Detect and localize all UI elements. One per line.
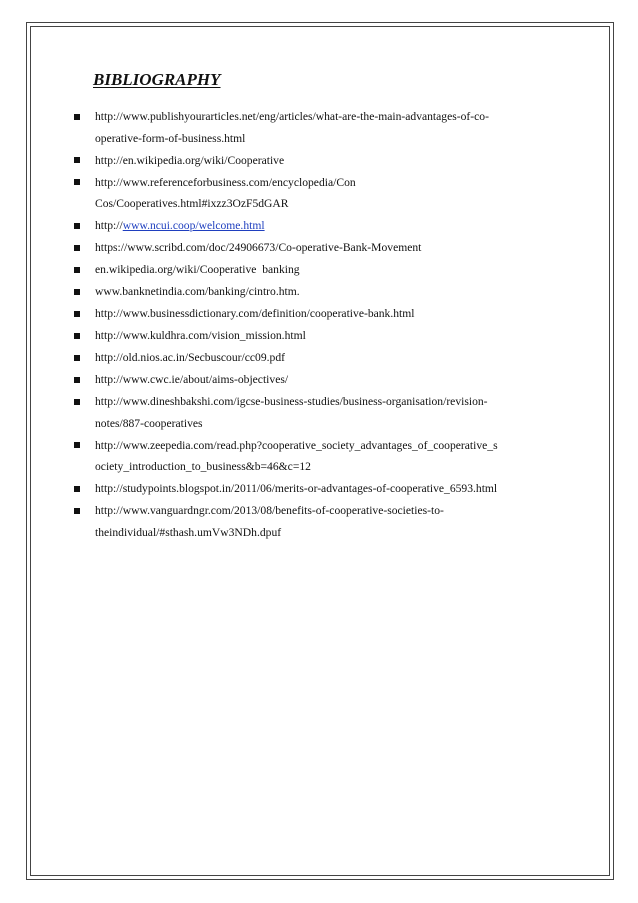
entry-text: https://www.scribd.com/doc/24906673/Co-operative-Bank-Movement [95,241,422,254]
square-bullet-icon [74,179,80,185]
square-bullet-icon [74,311,80,317]
bibliography-entry [70,172,540,215]
bibliography-entry [70,237,540,259]
entry-url-prefix: http:// [95,219,123,232]
entry-text: http://old.nios.ac.in/Secbuscour/cc09.pdf [95,351,285,364]
square-bullet-icon [74,223,80,229]
entry-text: http://www.zeepedia.com/read.php?cooperative_society_advantages_of_cooperative_s [95,438,498,452]
entry-text-continued: ociety_introduction_to_business&b=46&c=12 [95,460,311,473]
bibliography-entry [70,500,540,543]
entry-text [95,215,540,237]
bibliography-entry [70,391,540,434]
entry-text: http://www.dineshbakshi.com/igcse-business-studies/business-organisation/revision- [95,395,488,408]
bibliography-entry [70,435,540,478]
square-bullet-icon [74,333,80,339]
bibliography-heading: BIBLIOGRAPHY [93,70,221,89]
bibliography-entry [70,281,540,303]
entry-text-continued: notes/887-cooperatives [95,416,203,430]
entry-text-continued: Cos/Cooperatives.html#ixzz3OzF5dGAR [95,197,289,210]
bibliography-entry [70,325,540,347]
square-bullet-icon [74,486,80,492]
entry-text: http://www.vanguardngr.com/2013/08/benefits-of-cooperative-societies-to- [95,504,444,517]
bibliography-entry [70,150,540,172]
entry-text: http://studypoints.blogspot.in/2011/06/merits-or-advantages-of-cooperative_6593.html [95,482,498,495]
square-bullet-icon [74,399,80,405]
bibliography-entry [70,369,540,391]
square-bullet-icon [74,157,80,163]
bibliography-entry [70,106,540,149]
bibliography-list [70,106,540,544]
ncui-link[interactable]: www.ncui.coop/welcome.html [122,219,265,232]
square-bullet-icon [74,245,80,251]
square-bullet-icon [74,267,80,273]
square-bullet-icon [74,442,80,448]
square-bullet-icon [74,289,80,295]
entry-text: www.banknetindia.com/banking/cintro.htm. [95,285,300,298]
bibliography-entry [70,347,540,369]
bibliography-entry [70,478,540,500]
entry-text: http://www.businessdictionary.com/definition/cooperative-bank.html [95,307,415,320]
bibliography-entry [70,259,540,281]
entry-text: http://www.kuldhra.com/vision_mission.html [95,329,306,342]
bibliography-entry [70,215,540,237]
bibliography-entry [70,303,540,325]
entry-text: http://en.wikipedia.org/wiki/Cooperative [95,153,285,167]
square-bullet-icon [74,355,80,361]
entry-text: http://www.publishyourarticles.net/eng/articles/what-are-the-main-advantages-of-co- [95,110,489,123]
entry-text: http://www.cwc.ie/about/aims-objectives/ [95,373,289,386]
square-bullet-icon [74,114,80,120]
entry-text: http://www.referenceforbusiness.com/encyclopedia/Con [95,175,356,189]
square-bullet-icon [74,508,80,514]
entry-text-continued: operative-form-of-business.html [95,131,246,145]
entry-text: en.wikipedia.org/wiki/Cooperative banking [95,263,300,276]
entry-text-continued: theindividual/#sthash.umVw3NDh.dpuf [95,525,282,539]
square-bullet-icon [74,377,80,383]
